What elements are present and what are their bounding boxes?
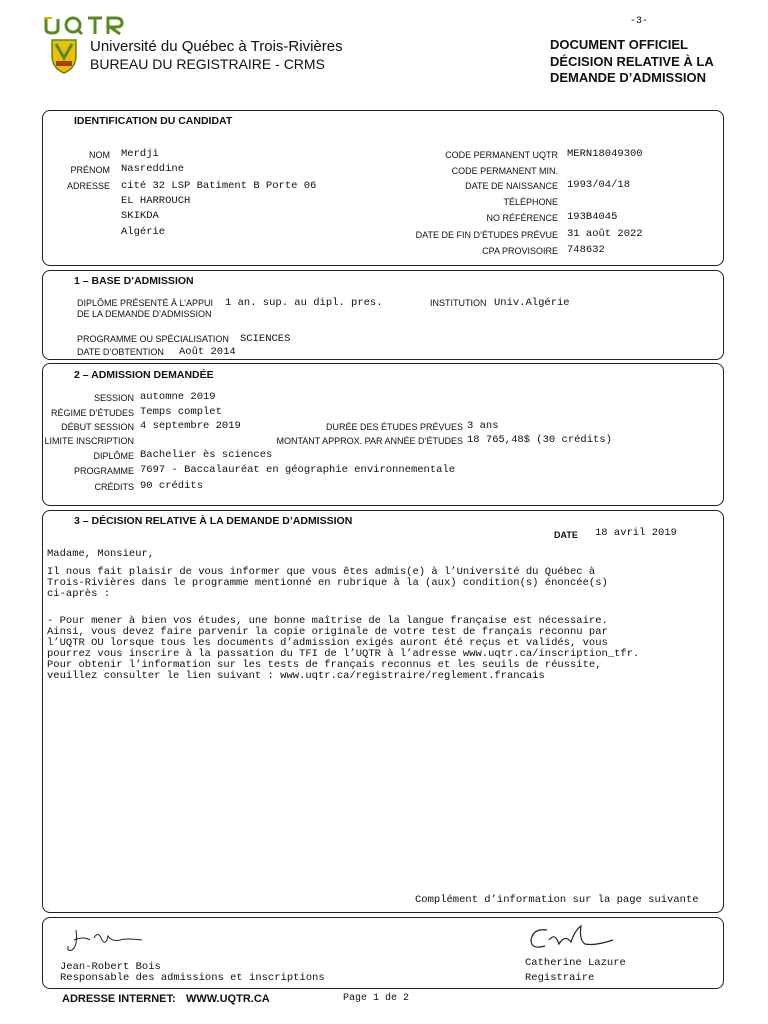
left-signer-name: Jean-Robert Bois — [60, 961, 161, 973]
complement-note: Complément d’information sur la page suivante — [415, 894, 699, 906]
diplome-label-1: DIPLÔME PRÉSENTÉ À L’APPUI — [77, 298, 214, 308]
diplome-label-2: DE LA DEMANDE D’ADMISSION — [77, 309, 212, 319]
doc-title-3: DEMANDE D’ADMISSION — [550, 70, 707, 85]
salutation: Madame, Monsieur, — [47, 548, 155, 560]
doc-title-1: DOCUMENT OFFICIEL — [550, 37, 688, 52]
code-min-label: CODE PERMANENT MIN. — [451, 166, 558, 176]
fin-etudes-value: 31 août 2022 — [567, 228, 643, 240]
duree-value: 3 ans — [467, 420, 499, 432]
code-uqtr-value: MERN18049300 — [567, 148, 643, 160]
cpa-value: 748632 — [567, 244, 605, 256]
adresse-label: ADRESSE — [66, 181, 110, 191]
identification-title: IDENTIFICATION DU CANDIDAT — [74, 115, 233, 127]
programme-specialisation-value: SCIENCES — [240, 333, 291, 345]
decision-date-label: DATE — [554, 530, 578, 540]
regime-label: RÉGIME D’ÉTUDES — [50, 408, 134, 418]
decision-title: 3 – DÉCISION RELATIVE À LA DEMANDE D’ADMISSION — [74, 515, 353, 527]
uqtr-logo — [44, 15, 154, 35]
page-number: -3- — [630, 16, 649, 27]
limite-inscription-label: LIMITE INSCRIPTION — [44, 436, 134, 446]
university-name: Université du Québec à Trois-Rivières — [90, 38, 343, 55]
crest-icon — [50, 38, 78, 74]
duree-label: DURÉE DES ÉTUDES PRÉVUES — [325, 422, 463, 432]
adresse-line-1: cité 32 LSP Batiment B Porte 06 — [121, 180, 317, 192]
nom-value: Merdji — [121, 148, 159, 160]
telephone-label: TÉLÉPHONE — [503, 197, 558, 207]
regime-value: Temps complet — [140, 406, 222, 418]
uqtr-wordmark-icon — [44, 15, 154, 35]
code-uqtr-label: CODE PERMANENT UQTR — [445, 150, 558, 160]
naissance-label: DATE DE NAISSANCE — [465, 181, 558, 191]
web-address[interactable]: WWW.UQTR.CA — [186, 993, 270, 1005]
adresse-line-4: Algérie — [121, 226, 166, 238]
decision-date-value: 18 avril 2019 — [595, 527, 677, 539]
right-signer-name: Catherine Lazure — [525, 957, 626, 969]
diplome-value: 1 an. sup. au dipl. pres. — [225, 297, 383, 309]
obtention-label: DATE D’OBTENTION — [77, 347, 164, 357]
decision-paragraph-1: Il nous fait plaisir de vous informer que vous êtes admis(e) à l’Université du Québec à Trois-Rivières dans le programme mentionné en rubrique à la (aux) condition(s) énoncée(s) ci-après : — [47, 566, 608, 600]
doc-title-2: DÉCISION RELATIVE À LA — [550, 54, 714, 69]
diplome-demande-label: DIPLÔME — [93, 451, 134, 461]
bureau-name: BUREAU DU REGISTRAIRE - CRMS — [90, 56, 325, 72]
credits-label: CRÉDITS — [94, 482, 134, 492]
left-signer-title: Responsable des admissions et inscriptions — [60, 972, 325, 984]
diplome-demande-value: Bachelier ès sciences — [140, 449, 273, 461]
reference-value: 193B4045 — [567, 211, 618, 223]
programme-specialisation-label: PROGRAMME OU SPÉCIALISATION — [77, 334, 229, 344]
montant-label: MONTANT APPROX. PAR ANNÉE D’ÉTUDES — [276, 436, 463, 446]
nom-label: NOM — [89, 150, 110, 160]
right-signer-title: Registraire — [525, 972, 595, 984]
obtention-value: Août 2014 — [179, 346, 236, 358]
right-signature-icon — [525, 922, 625, 956]
prenom-value: Nasreddine — [121, 163, 185, 175]
cpa-label: CPA PROVISOIRE — [482, 246, 558, 256]
web-label: ADRESSE INTERNET: — [62, 993, 176, 1005]
adresse-line-2: EL HARROUCH — [121, 195, 191, 207]
institution-value: Univ.Algérie — [494, 297, 570, 309]
debut-session-label: DÉBUT SESSION — [61, 422, 134, 432]
session-label: SESSION — [93, 393, 134, 403]
session-value: automne 2019 — [140, 391, 216, 403]
debut-session-value: 4 septembre 2019 — [140, 420, 241, 432]
reference-label: NO RÉFÉRENCE — [486, 213, 558, 223]
page-count: Page 1 de 2 — [343, 993, 410, 1004]
naissance-value: 1993/04/18 — [567, 179, 631, 191]
left-signature-icon — [64, 926, 154, 956]
institution-label: INSTITUTION — [430, 298, 487, 308]
credits-value: 90 crédits — [140, 480, 204, 492]
fin-etudes-label: DATE DE FIN D’ÉTUDES PRÉVUE — [415, 230, 558, 240]
programme-label: PROGRAMME — [73, 466, 134, 476]
adresse-line-3: SKIKDA — [121, 210, 159, 222]
prenom-label: PRÉNOM — [70, 165, 110, 175]
montant-value: 18 765,48$ (30 crédits) — [467, 434, 612, 446]
admission-demandee-title: 2 – ADMISSION DEMANDÉE — [74, 369, 214, 381]
programme-value: 7697 - Baccalauréat en géographie environnementale — [140, 464, 456, 476]
decision-paragraph-2: - Pour mener à bien vos études, une bonne maîtrise de la langue française est nécessaire. Ainsi, vous devez faire parvenir la copie originale de votre test de français reconnu par l’UQTR OU lorsque tous les documents d’admission exigés auront été reçus et validés, vous pourrez vous inscrire à la passation du TFI de l’UQTR à l’adresse www.uqtr.ca/inscription_tfr. Pour obtenir l’information sur les tests de français reconnus et les seuils de réussite, veuillez consulter le lien suivant : www.uqtr.ca/registraire/reglement.francais — [47, 615, 640, 682]
base-admission-title: 1 – BASE D’ADMISSION — [74, 275, 194, 287]
